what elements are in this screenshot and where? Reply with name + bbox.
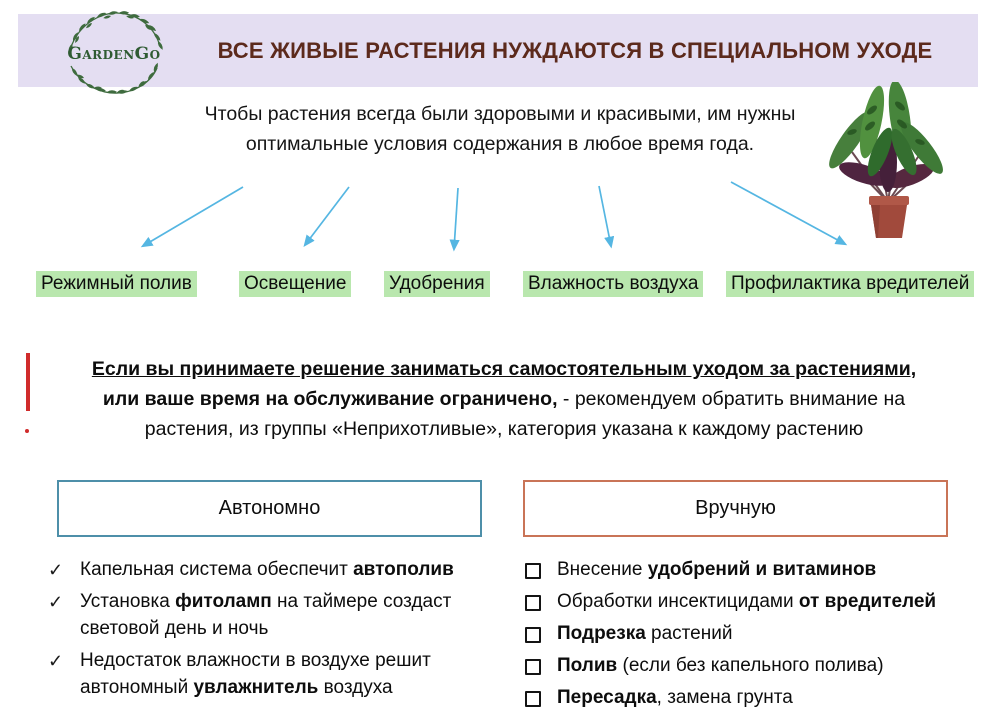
arrow-4 (599, 186, 611, 246)
checkbox-icon (525, 595, 541, 611)
notice-line (34, 354, 974, 384)
list-item-text (80, 589, 488, 643)
intro-line-1: Чтобы растения всегда были здоровыми и красивыми, им нужны (204, 103, 796, 125)
text-run: фитоламп (175, 590, 272, 612)
check-icon: ✓ (48, 650, 64, 671)
checkbox-icon (525, 563, 541, 579)
arrows (0, 160, 1000, 260)
checkbox-icon (525, 627, 541, 643)
notice-line (34, 384, 974, 414)
text-run: Пересадка (557, 686, 657, 708)
care-point-lighting: Освещение (239, 271, 351, 297)
list-item (523, 685, 983, 712)
text-run: от вредителей (798, 590, 937, 612)
list-item-text (557, 621, 983, 648)
list-item (48, 648, 488, 702)
text-run: , замена грунта (656, 686, 793, 708)
text-run: Недостаток влажности в воздухе решит автономный (80, 649, 431, 698)
text-run: увлажнитель (193, 676, 319, 698)
auto-column-header (57, 480, 482, 537)
page-title: ВСЕ ЖИВЫЕ РАСТЕНИЯ НУЖДАЮТСЯ В СПЕЦИАЛЬНОМ УХОДЕ (217, 37, 933, 63)
text-run: удобрений и витаминов (647, 559, 877, 580)
text-run: (если без капельного полива) (617, 654, 884, 676)
text-run: Установка (80, 590, 176, 612)
red-accent-bar (26, 353, 30, 411)
check-icon: ✓ (48, 591, 64, 612)
intro-line-2: оптимальные условия содержания в любое время года. (245, 133, 755, 156)
list-item (523, 557, 983, 584)
arrow-3 (454, 188, 458, 249)
check-icon: ✓ (48, 560, 64, 580)
text-run: Обработки инсектицидами (557, 590, 799, 612)
text-run: на таймере создаст световой день и ночь (80, 590, 452, 639)
text-run: растений (645, 622, 733, 644)
list-item-text (80, 648, 488, 702)
manual-list (523, 557, 983, 717)
list-item-text (557, 685, 983, 712)
text-run: Полив (557, 654, 618, 676)
text-run: Подрезка (557, 622, 646, 644)
red-accent-dot (25, 429, 29, 433)
list-item-text (557, 653, 983, 680)
arrow-5 (731, 182, 845, 244)
list-item (523, 621, 983, 648)
list-item-text (557, 557, 983, 584)
list-item (48, 557, 488, 584)
text-run: - рекомендуем обратить внимание на (557, 388, 906, 411)
text-run: Внесение (557, 559, 648, 580)
notice-paragraph (34, 354, 974, 445)
text-run: растения, из группы «Неприхотливые», категория указана к каждому растению (144, 418, 864, 441)
manual-column-header (523, 480, 948, 537)
text-run: воздуха (318, 676, 393, 698)
intro-text (150, 99, 850, 159)
manual-column-title: Вручную (695, 497, 776, 519)
auto-column-title: Автономно (218, 497, 321, 519)
list-item (48, 589, 488, 643)
text-run: Если вы принимаете решение заниматься самостоятельным уходом за растениями, (91, 358, 917, 380)
list-item-text (80, 557, 488, 584)
auto-list (48, 557, 488, 707)
list-item (523, 653, 983, 680)
care-point-humidity: Влажность воздуха (523, 271, 703, 297)
care-point-watering: Режимный полив (36, 271, 197, 297)
text-run: Капельная система обеспечит (80, 559, 354, 580)
arrow-2 (305, 187, 349, 245)
list-item-text (557, 589, 983, 616)
care-point-fertilizer: Удобрения (384, 271, 490, 297)
logo-text: GardenGo (67, 44, 161, 64)
arrow-1 (143, 187, 243, 246)
list-item (523, 589, 983, 616)
care-point-pests: Профилактика вредителей (726, 271, 974, 297)
logo (56, 6, 172, 98)
checkbox-icon (525, 691, 541, 707)
text-run: автополив (353, 559, 454, 580)
checkbox-icon (525, 659, 541, 675)
text-run: или ваше время на обслуживание ограничено, (102, 388, 558, 411)
notice-line (34, 414, 974, 444)
